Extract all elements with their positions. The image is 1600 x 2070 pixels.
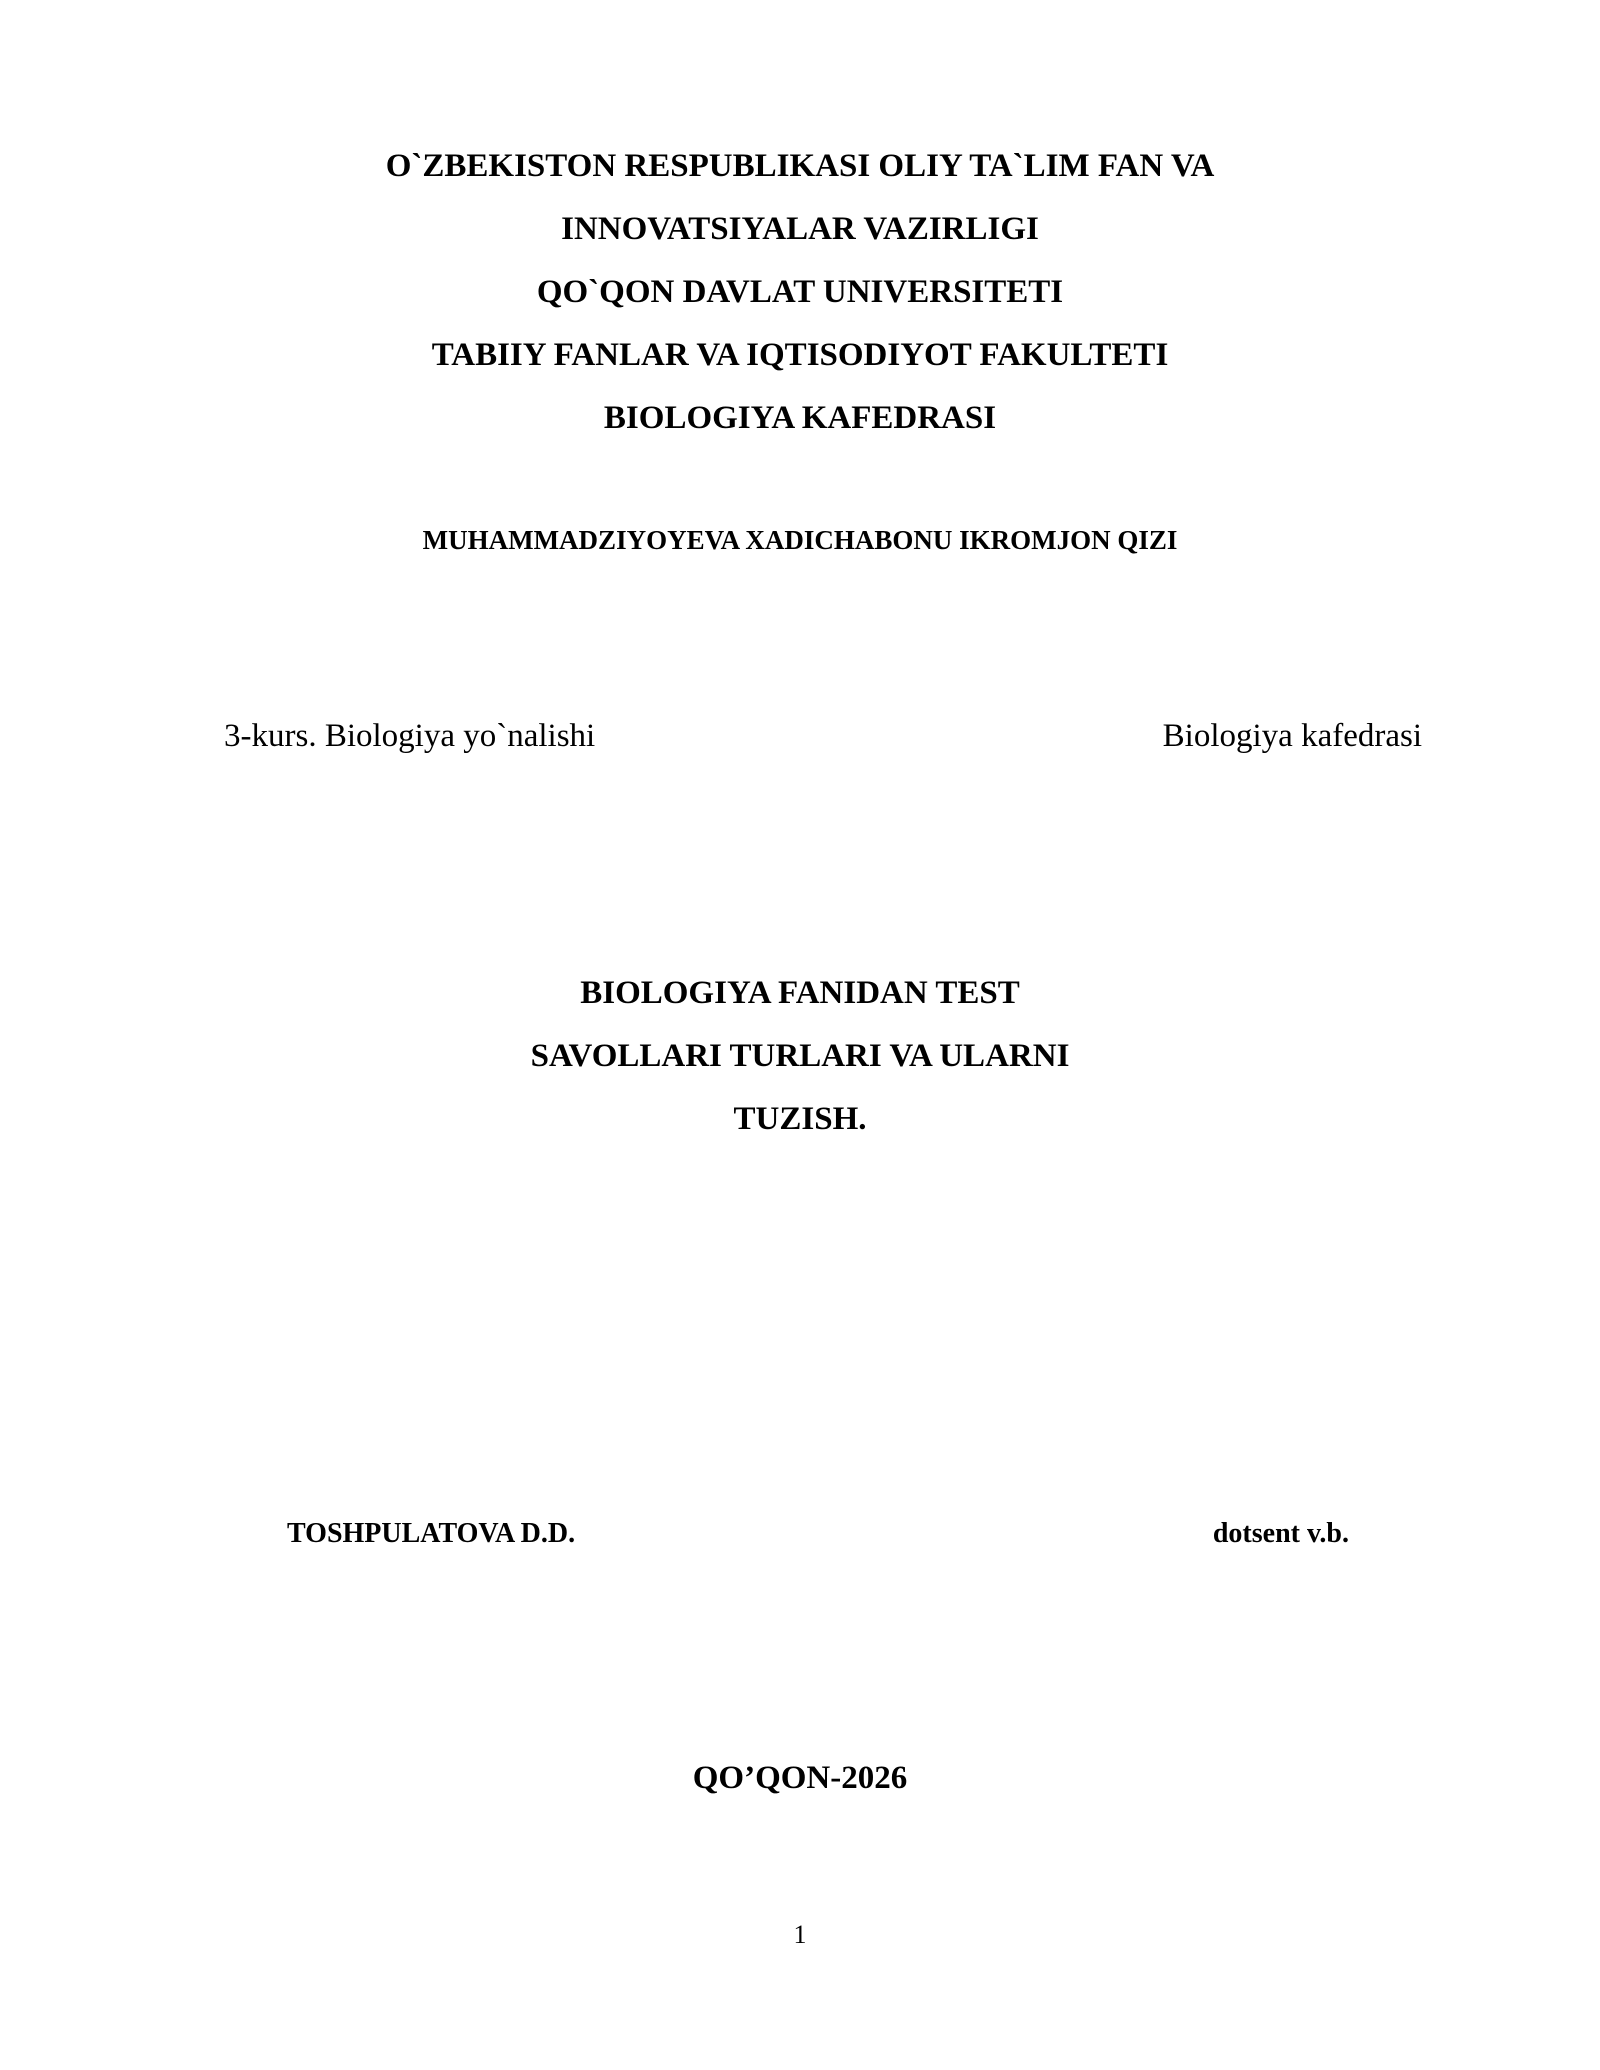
header-ministry-line-2: INNOVATSIYALAR VAZIRLIGI — [561, 211, 1039, 247]
author-name: MUHAMMADZIYOYEVA XADICHABONU IKROMJON QIZI — [422, 525, 1178, 555]
header-department: BIOLOGIYA KAFEDRASI — [603, 400, 997, 436]
document-title-line-3: TUZISH. — [733, 1101, 867, 1137]
supervisor-position: dotsent v.b. — [1212, 1518, 1349, 1549]
header-university: QO`QON DAVLAT UNIVERSITETI — [536, 274, 1064, 310]
document-title-line-2: SAVOLLARI TURLARI VA ULARNI — [530, 1038, 1070, 1074]
header-ministry-line-1: O`ZBEKISTON RESPUBLIKASI OLIY TA`LIM FAN VA — [385, 148, 1215, 184]
city-year: QO’QON-2026 — [692, 1760, 908, 1796]
course-info: 3-kurs. Biologiya yo`nalishi — [224, 718, 596, 754]
supervisor-name: TOSHPULATOVA D.D. — [287, 1518, 576, 1549]
document-title-line-1: BIOLOGIYA FANIDAN TEST — [580, 975, 1020, 1011]
page-number: 1 — [793, 1920, 807, 1949]
department-info: Biologiya kafedrasi — [1162, 718, 1422, 754]
header-faculty: TABIIY FANLAR VA IQTISODIYOT FAKULTETI — [431, 337, 1169, 373]
